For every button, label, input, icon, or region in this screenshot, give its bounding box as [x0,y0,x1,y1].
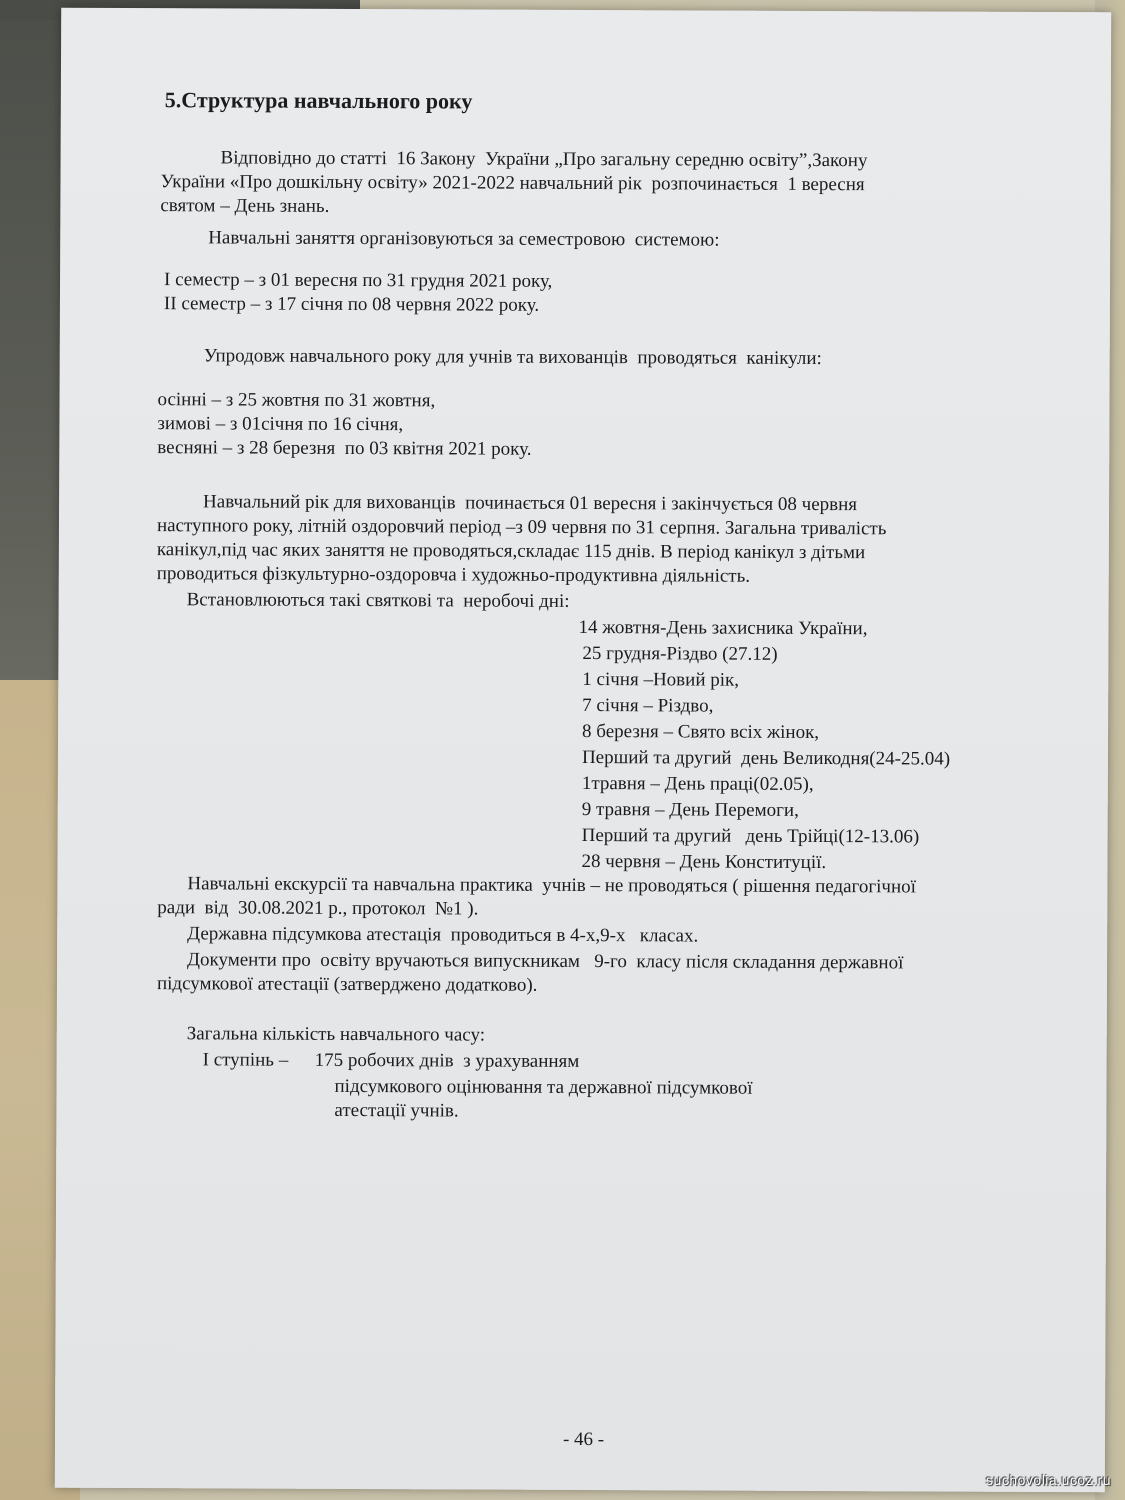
watermark: suchovolia.ucoz.ru [986,1472,1111,1488]
day-off-item: 9 травня – День Перемоги, [581,798,799,821]
level-label: І ступінь – [202,1049,289,1071]
day-off-item: 8 березня – Свято всіх жінок, [582,720,820,744]
day-off-item: 1 січня –Новий рік, [582,668,740,691]
document-body [61,8,1111,1451]
intro-line: святом – День знань. [160,195,330,217]
intro-line: України «Про дошкільну освіту» 2021-2022 навчальний рік розпочинається 1 вересня [160,171,865,196]
preschool-line: проводиться фізкультурно-оздоровча і художньо-продуктивна діяльність. [156,563,751,587]
preschool-line: наступного року, літній оздоровчий період –з 09 червня по 31 серпня. Загальна тривалість [156,515,887,540]
holiday-item: зимові – з 01січня по 16 січня, [157,413,404,436]
level-line: атестації учнів. [334,1099,459,1122]
semester-item: ІІ семестр – з 17 січня по 08 червня 2022 року. [163,293,540,316]
day-off-item: 1травня – День праці(02.05), [581,772,814,796]
excursions-line: ради від 30.08.2021 р., протокол №1 ). [157,897,479,920]
excursions-line: Навчальні екскурсії та навчальна практика учнів – не проводяться ( рішення педагогічної [187,873,917,898]
paper-sheet [55,8,1111,1493]
day-off-item: 28 червня – День Конституції. [581,850,827,874]
preschool-line: Навчальний рік для вихованців починається 01 вересня і закінчується 08 червня [203,491,858,516]
preschool-line: канікул,під час яких заняття не проводяться,складає 115 днів. В період канікул з дітьми [156,539,866,564]
section-heading: 5.Структура навчального року [164,87,473,114]
days-off-intro-text: Встановлюються такі святкові та неробочі дні: [186,589,570,612]
total-time-intro: Загальна кількість навчального часу: [186,1023,486,1046]
page-number: - 46 - [562,1428,605,1451]
day-off-item: 25 грудня-Різдво (27.12) [582,642,778,665]
day-off-item: 14 жовтня-День захисника України, [578,616,868,640]
documents-line: Документи про освіту вручаються випускникам 9-го класу після складання державної [187,949,904,974]
level-line: підсумкового оцінювання та державної підсумкової [334,1075,753,1099]
attestation-text: Державна підсумкова атестація проводиться в 4-х,9-х класах. [187,923,699,947]
day-off-item: Перший та другий день Трійці(12-13.06) [581,824,920,848]
level-line: 175 робочих днів з урахуванням [314,1049,580,1072]
documents-line: підсумкової атестації (затверджено додатково). [156,973,538,996]
holidays-intro-text: Упродовж навчального року для учнів та вихованців проводяться канікули: [203,345,822,370]
holiday-item: осінні – з 25 жовтня по 31 жовтня, [157,389,436,412]
holiday-item: весняні – з 28 березня по 03 квітня 2021 року. [157,437,532,460]
semester-system-text: Навчальні заняття організовуються за семестровою системою: [208,227,720,251]
semester-item: І семестр – з 01 вересня по 31 грудня 2021 року, [164,269,553,292]
day-off-item: 7 січня – Різдво, [582,694,714,717]
intro-line: Відповідно до статті 16 Закону України „Про загальну середню освіту”,Закону [220,147,868,172]
day-off-item: Перший та другий день Великодня(24-25.04) [581,746,951,770]
